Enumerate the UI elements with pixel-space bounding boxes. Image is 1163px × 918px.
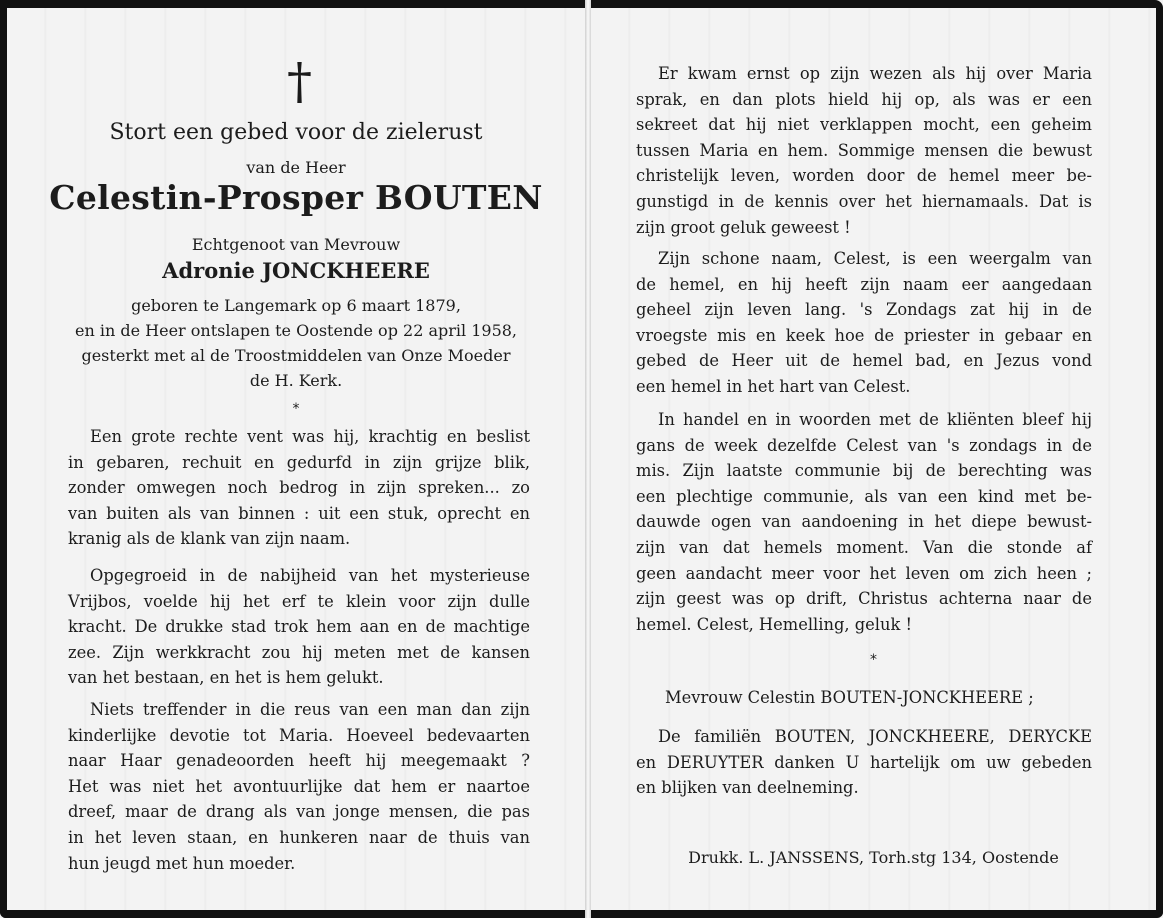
text-line: sprak, en dan plots hield hij op, als was er een	[636, 89, 1092, 109]
cross-icon: †	[287, 52, 312, 110]
paragraph-thanks	[636, 724, 1092, 801]
text-line: van buiten als van binnen : uit een stuk, oprecht en	[68, 503, 530, 523]
text-line: tussen Maria en hem. Sommige mensen die bewust	[636, 140, 1092, 160]
widow-line: Mevrouw Celestin BOUTEN-JONCKHEERE ;	[665, 688, 1034, 707]
paragraph-character	[68, 424, 530, 552]
text-line: zonder omwegen noch bedrog in zijn spreken... zo	[68, 478, 530, 498]
text-line: christelijk leven, worden door de hemel meer be-	[636, 166, 1092, 186]
text-line: Een grote rechte vent was hij, krachtig en beslist	[90, 427, 530, 446]
paragraph-communion	[636, 407, 1092, 637]
text-line: De familiën BOUTEN, JONCKHEERE, DERYCKE	[658, 727, 1092, 746]
spouse-name: Adronie JONCKHEERE	[162, 258, 430, 283]
text-line: zijn groot geluk geweest !	[636, 217, 851, 237]
church-line: de H. Kerk.	[249, 371, 343, 390]
text-line: in gebaren, rechuit en gedurfd in zijn grijze blik,	[68, 452, 530, 472]
text-line: kracht. De drukke stad trok hem aan en de machtige	[68, 617, 530, 637]
text-line: Het was niet het avontuurlijke dat hem er naartoe	[68, 776, 530, 796]
text-line: zee. Zijn werkkracht zou hij meten met de kansen	[68, 642, 530, 662]
spouse-label: Echtgenoot van Mevrouw	[191, 235, 401, 254]
sacraments-line: gesterkt met al de Troostmiddelen van Onze Moeder	[81, 346, 511, 365]
text-line: in het leven staan, en hunkeren naar de thuis van	[68, 827, 530, 847]
text-line: mis. Zijn laatste communie bij de berechting was	[636, 461, 1092, 481]
paragraph-maria	[636, 61, 1092, 240]
text-line: dauwde ogen van aandoening in het diepe bewust-	[636, 512, 1092, 532]
text-line: een plechtige communie, als van een kind met be-	[636, 486, 1092, 506]
text-line: kranig als de klank van zijn naam.	[68, 529, 351, 549]
text-line: van het bestaan, en het is hem gelukt.	[68, 668, 384, 688]
text-line: gebed de Heer uit de hemel bad, en Jezus vond	[636, 351, 1092, 371]
text-line: Zijn schone naam, Celest, is een weergalm van	[658, 249, 1092, 268]
text-line: Niets treffender in die reus van een man dan zijn	[90, 700, 530, 719]
text-line: gunstigd in de kennis over het hiernamaals. Dat is	[636, 191, 1092, 211]
birth-line: geboren te Langemark op 6 maart 1879,	[131, 296, 461, 315]
paragraph-origins	[68, 563, 530, 691]
death-line: en in de Heer ontslapen te Oostende op 22 april 1958,	[74, 321, 518, 340]
text-line: dreef, maar de drang als van jonge mensen, die pas	[68, 802, 530, 822]
text-line: sekreet dat hij niet verklappen mocht, een geheim	[636, 115, 1092, 135]
text-line: hemel. Celest, Hemelling, geluk !	[636, 614, 913, 634]
text-line: zijn geest was op drift, Christus achterna naar de	[636, 589, 1092, 609]
prayer-request: Stort een gebed voor de zielerust	[109, 120, 483, 145]
paragraph-devotion	[68, 697, 530, 876]
text-line: geen aandacht meer voor het leven om zich heen ;	[636, 563, 1092, 583]
text-line: geheel zijn leven lang. 's Zondags zat hij in de	[636, 300, 1092, 320]
title-prefix: van de Heer	[246, 158, 346, 177]
right-page	[591, 0, 1163, 918]
star-separator-icon: *	[292, 401, 300, 417]
text-line: vroegste mis en keek hoe de priester in gebaar en	[636, 325, 1092, 345]
text-line: gans de week dezelfde Celest van 's zondags in de	[636, 435, 1092, 455]
text-line: Vrijbos, voelde hij het erf te klein voor zijn dulle	[68, 591, 530, 611]
text-line: Opgegroeid in de nabijheid van het mysterieuse	[90, 566, 530, 585]
paragraph-name	[636, 246, 1092, 400]
text-line: kinderlijke devotie tot Maria. Hoeveel bedevaarten	[68, 725, 530, 745]
text-line: en DERUYTER danken U hartelijk om uw gebeden	[636, 752, 1092, 772]
text-line: In handel en in woorden met de kliënten bleef hij	[658, 410, 1092, 429]
text-line: zijn van dat hemels moment. Van die stonde af	[636, 537, 1092, 557]
deceased-name: Celestin-Prosper BOUTEN	[49, 178, 543, 217]
text-line: naar Haar genadeoorden heeft hij meegemaakt ?	[68, 751, 530, 771]
text-line: en blijken van deelneming.	[636, 778, 859, 798]
text-line: een hemel in het hart van Celest.	[636, 376, 911, 396]
text-line: de hemel, en hij heeft zijn naam eer aangedaan	[636, 274, 1092, 294]
star-separator-icon: *	[870, 652, 877, 668]
text-line: Er kwam ernst op zijn wezen als hij over Maria	[658, 64, 1092, 83]
printer-imprint: Drukk. L. JANSSENS, Torh.stg 134, Oostende	[688, 848, 1059, 867]
text-line: hun jeugd met hun moeder.	[68, 853, 296, 873]
